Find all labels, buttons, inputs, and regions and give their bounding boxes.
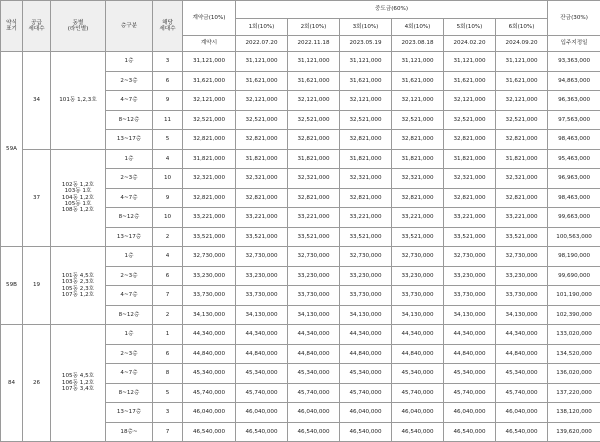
header-installment-label: 4회(10%) (392, 19, 444, 36)
table-row (1, 149, 600, 169)
cell-installment: 33,521,000 (236, 227, 288, 247)
cell-balance: 138,120,000 (548, 403, 600, 423)
cell-installment: 33,521,000 (444, 227, 496, 247)
cell-contract: 32,730,000 (183, 247, 236, 267)
cell-installment: 31,121,000 (444, 52, 496, 72)
cell-installment: 45,740,000 (288, 383, 340, 403)
header-installment-date: 2023.08.18 (392, 36, 444, 52)
cell-installment: 45,740,000 (392, 383, 444, 403)
cell-installment: 32,121,000 (392, 91, 444, 111)
cell-floor: 13~17층 (106, 130, 153, 150)
cell-installment: 44,840,000 (236, 344, 288, 364)
cell-installment: 33,221,000 (444, 208, 496, 228)
cell-installment: 44,340,000 (340, 325, 392, 345)
cell-installment: 31,821,000 (392, 149, 444, 169)
cell-contract: 32,521,000 (183, 110, 236, 130)
cell-installment: 31,821,000 (236, 149, 288, 169)
cell-installment: 33,730,000 (444, 286, 496, 306)
cell-floor: 1층 (106, 325, 153, 345)
cell-contract: 45,740,000 (183, 383, 236, 403)
cell-installment: 31,121,000 (236, 52, 288, 72)
cell-balance: 100,563,000 (548, 227, 600, 247)
cell-units: 6 (153, 71, 183, 91)
cell-installment: 32,521,000 (444, 110, 496, 130)
cell-installment: 46,540,000 (444, 422, 496, 442)
cell-units: 7 (153, 422, 183, 442)
table-row (1, 247, 600, 267)
cell-installment: 32,821,000 (496, 130, 548, 150)
cell-supply: 19 (23, 247, 51, 325)
cell-installment: 32,730,000 (444, 247, 496, 267)
cell-type: 59A (1, 52, 23, 247)
cell-installment: 33,730,000 (340, 286, 392, 306)
cell-installment: 31,121,000 (288, 52, 340, 72)
cell-installment: 31,821,000 (288, 149, 340, 169)
header-floor: 층구분 (106, 1, 153, 52)
cell-installment: 32,121,000 (496, 91, 548, 111)
cell-type: 84 (1, 325, 23, 442)
cell-installment: 34,130,000 (340, 305, 392, 325)
cell-installment: 32,730,000 (496, 247, 548, 267)
cell-floor: 2~3층 (106, 169, 153, 189)
header-installment-label: 2회(10%) (288, 19, 340, 36)
cell-balance: 102,390,000 (548, 305, 600, 325)
cell-installment: 33,221,000 (288, 208, 340, 228)
cell-units: 3 (153, 403, 183, 423)
cell-balance: 97,563,000 (548, 110, 600, 130)
cell-balance: 98,190,000 (548, 247, 600, 267)
cell-units: 5 (153, 130, 183, 150)
cell-balance: 136,020,000 (548, 364, 600, 384)
cell-installment: 33,230,000 (236, 266, 288, 286)
cell-contract: 31,821,000 (183, 149, 236, 169)
cell-installment: 34,130,000 (496, 305, 548, 325)
cell-units: 8 (153, 364, 183, 384)
cell-supply: 34 (23, 52, 51, 150)
cell-floor: 4~7층 (106, 286, 153, 306)
cell-installment: 32,121,000 (340, 91, 392, 111)
cell-installment: 33,221,000 (340, 208, 392, 228)
header-units: 해당 세대수 (153, 1, 183, 52)
cell-installment: 32,121,000 (444, 91, 496, 111)
cell-supply: 37 (23, 149, 51, 247)
cell-installment: 33,230,000 (392, 266, 444, 286)
cell-floor: 2~3층 (106, 71, 153, 91)
cell-units: 9 (153, 188, 183, 208)
cell-installment: 45,740,000 (340, 383, 392, 403)
cell-installment: 31,821,000 (340, 149, 392, 169)
cell-installment: 32,521,000 (392, 110, 444, 130)
cell-installment: 45,340,000 (288, 364, 340, 384)
cell-installment: 46,040,000 (288, 403, 340, 423)
cell-installment: 44,340,000 (392, 325, 444, 345)
cell-installment: 32,730,000 (236, 247, 288, 267)
cell-installment: 31,621,000 (496, 71, 548, 91)
table-row (1, 52, 600, 72)
cell-installment: 32,821,000 (236, 188, 288, 208)
cell-contract: 46,540,000 (183, 422, 236, 442)
cell-installment: 32,321,000 (340, 169, 392, 189)
cell-installment: 44,840,000 (288, 344, 340, 364)
cell-installment: 44,840,000 (496, 344, 548, 364)
header-supply: 공급 세대수 (23, 1, 51, 52)
cell-units: 11 (153, 110, 183, 130)
cell-installment: 32,321,000 (288, 169, 340, 189)
cell-balance: 101,190,000 (548, 286, 600, 306)
cell-installment: 31,121,000 (340, 52, 392, 72)
table-header (1, 1, 600, 52)
cell-units: 6 (153, 266, 183, 286)
cell-installment: 32,821,000 (496, 188, 548, 208)
cell-floor: 8~12층 (106, 110, 153, 130)
cell-installment: 31,621,000 (444, 71, 496, 91)
cell-installment: 32,821,000 (340, 188, 392, 208)
cell-floor: 1층 (106, 247, 153, 267)
cell-units: 9 (153, 91, 183, 111)
header-type: 약식 표기 (1, 1, 23, 52)
cell-installment: 32,321,000 (392, 169, 444, 189)
cell-contract: 33,521,000 (183, 227, 236, 247)
cell-floor: 13~17층 (106, 403, 153, 423)
cell-floor: 4~7층 (106, 188, 153, 208)
cell-installment: 32,121,000 (236, 91, 288, 111)
cell-installment: 46,040,000 (392, 403, 444, 423)
table-body (1, 52, 600, 442)
cell-installment: 34,130,000 (392, 305, 444, 325)
cell-balance: 137,220,000 (548, 383, 600, 403)
cell-units: 6 (153, 344, 183, 364)
cell-installment: 46,540,000 (340, 422, 392, 442)
cell-contract: 31,121,000 (183, 52, 236, 72)
header-installment-date: 2022.11.18 (288, 36, 340, 52)
cell-units: 5 (153, 383, 183, 403)
header-installment-label: 3회(10%) (340, 19, 392, 36)
cell-installment: 46,540,000 (236, 422, 288, 442)
cell-installment: 33,230,000 (288, 266, 340, 286)
cell-installment: 44,340,000 (288, 325, 340, 345)
cell-installment: 44,340,000 (496, 325, 548, 345)
cell-contract: 33,730,000 (183, 286, 236, 306)
cell-installment: 32,821,000 (288, 188, 340, 208)
cell-installment: 33,230,000 (496, 266, 548, 286)
cell-units: 3 (153, 52, 183, 72)
cell-installment: 33,221,000 (496, 208, 548, 228)
cell-installment: 32,821,000 (392, 130, 444, 150)
table-row (1, 325, 600, 345)
cell-supply: 26 (23, 325, 51, 442)
cell-installment: 46,040,000 (444, 403, 496, 423)
cell-installment: 31,621,000 (392, 71, 444, 91)
cell-units: 2 (153, 305, 183, 325)
cell-installment: 32,821,000 (444, 130, 496, 150)
cell-floor: 4~7층 (106, 364, 153, 384)
cell-installment: 45,740,000 (444, 383, 496, 403)
cell-installment: 31,621,000 (340, 71, 392, 91)
cell-installment: 32,730,000 (392, 247, 444, 267)
cell-installment: 44,840,000 (340, 344, 392, 364)
cell-floor: 8~12층 (106, 383, 153, 403)
cell-installment: 46,040,000 (340, 403, 392, 423)
cell-units: 4 (153, 247, 183, 267)
cell-installment: 46,040,000 (496, 403, 548, 423)
cell-installment: 33,730,000 (496, 286, 548, 306)
cell-installment: 32,321,000 (444, 169, 496, 189)
cell-installment: 32,521,000 (496, 110, 548, 130)
cell-balance: 96,363,000 (548, 91, 600, 111)
cell-installment: 31,821,000 (496, 149, 548, 169)
cell-installment: 31,621,000 (236, 71, 288, 91)
cell-installment: 33,221,000 (392, 208, 444, 228)
header-installment-date: 2024.02.20 (444, 36, 496, 52)
cell-contract: 31,621,000 (183, 71, 236, 91)
cell-installment: 32,821,000 (392, 188, 444, 208)
cell-floor: 2~3층 (106, 344, 153, 364)
cell-units: 4 (153, 149, 183, 169)
cell-type: 59B (1, 247, 23, 325)
header-contract: 계약금(10%) (183, 1, 236, 36)
cell-contract: 44,340,000 (183, 325, 236, 345)
cell-installment: 34,130,000 (444, 305, 496, 325)
cell-contract: 44,840,000 (183, 344, 236, 364)
cell-contract: 45,340,000 (183, 364, 236, 384)
cell-installment: 45,340,000 (392, 364, 444, 384)
cell-installment: 32,321,000 (236, 169, 288, 189)
cell-contract: 32,821,000 (183, 130, 236, 150)
cell-installment: 45,740,000 (236, 383, 288, 403)
cell-balance: 133,020,000 (548, 325, 600, 345)
cell-floor: 1층 (106, 149, 153, 169)
header-installment-date: 2024.09.20 (496, 36, 548, 52)
cell-installment: 31,821,000 (444, 149, 496, 169)
cell-installment: 32,521,000 (288, 110, 340, 130)
cell-balance: 99,690,000 (548, 266, 600, 286)
header-balance: 잔금(30%) (548, 1, 600, 36)
header-installment-date: 2023.05.19 (340, 36, 392, 52)
header-balance-sub: 입주지정일 (548, 36, 600, 52)
cell-installment: 45,340,000 (496, 364, 548, 384)
cell-installment: 33,221,000 (236, 208, 288, 228)
header-installment-date: 2022.07.20 (236, 36, 288, 52)
cell-installment: 32,121,000 (288, 91, 340, 111)
cell-floor: 8~12층 (106, 208, 153, 228)
header-dong: 동별 (라인별) (51, 1, 106, 52)
cell-floor: 1층 (106, 52, 153, 72)
cell-balance: 134,520,000 (548, 344, 600, 364)
cell-balance: 96,963,000 (548, 169, 600, 189)
cell-installment: 32,821,000 (288, 130, 340, 150)
cell-dong: 101동 4,5호 103동 2,3호 105동 2,3호 107동 1,2호 (51, 247, 106, 325)
cell-installment: 33,521,000 (496, 227, 548, 247)
cell-installment: 32,521,000 (236, 110, 288, 130)
cell-contract: 33,230,000 (183, 266, 236, 286)
cell-balance: 93,363,000 (548, 52, 600, 72)
cell-installment: 32,730,000 (288, 247, 340, 267)
cell-installment: 33,521,000 (288, 227, 340, 247)
cell-installment: 33,730,000 (236, 286, 288, 306)
cell-balance: 98,463,000 (548, 188, 600, 208)
cell-balance: 98,463,000 (548, 130, 600, 150)
cell-installment: 46,540,000 (392, 422, 444, 442)
cell-installment: 32,521,000 (340, 110, 392, 130)
cell-installment: 44,840,000 (392, 344, 444, 364)
cell-dong: 101동 1,2,3호 (51, 52, 106, 150)
header-installment-label: 6회(10%) (496, 19, 548, 36)
header-installment-label: 5회(10%) (444, 19, 496, 36)
cell-installment: 32,730,000 (340, 247, 392, 267)
cell-installment: 31,621,000 (288, 71, 340, 91)
cell-installment: 45,740,000 (496, 383, 548, 403)
cell-installment: 33,230,000 (340, 266, 392, 286)
cell-contract: 34,130,000 (183, 305, 236, 325)
cell-units: 7 (153, 286, 183, 306)
cell-installment: 45,340,000 (340, 364, 392, 384)
cell-floor: 18층~ (106, 422, 153, 442)
cell-floor: 8~12층 (106, 305, 153, 325)
cell-installment: 33,730,000 (392, 286, 444, 306)
cell-dong: 102동 1,2호 103동 1호 104동 1,2호 105동 1호 108동 1,2호 (51, 149, 106, 247)
cell-installment: 44,840,000 (444, 344, 496, 364)
cell-installment: 32,821,000 (444, 188, 496, 208)
cell-units: 1 (153, 325, 183, 345)
cell-balance: 95,463,000 (548, 149, 600, 169)
cell-installment: 33,521,000 (340, 227, 392, 247)
cell-contract: 32,821,000 (183, 188, 236, 208)
cell-installment: 33,521,000 (392, 227, 444, 247)
cell-dong: 105동 4,5호 106동 1,2호 107동 3,4호 (51, 325, 106, 442)
cell-contract: 32,321,000 (183, 169, 236, 189)
cell-balance: 139,620,000 (548, 422, 600, 442)
cell-installment: 33,730,000 (288, 286, 340, 306)
cell-installment: 34,130,000 (288, 305, 340, 325)
cell-installment: 34,130,000 (236, 305, 288, 325)
cell-contract: 32,121,000 (183, 91, 236, 111)
cell-installment: 31,121,000 (392, 52, 444, 72)
cell-installment: 46,040,000 (236, 403, 288, 423)
cell-installment: 31,121,000 (496, 52, 548, 72)
cell-balance: 99,663,000 (548, 208, 600, 228)
header-contract-sub: 계약시 (183, 36, 236, 52)
cell-units: 2 (153, 227, 183, 247)
cell-installment: 46,540,000 (496, 422, 548, 442)
cell-installment: 32,821,000 (236, 130, 288, 150)
cell-installment: 44,340,000 (236, 325, 288, 345)
cell-installment: 33,230,000 (444, 266, 496, 286)
cell-contract: 46,040,000 (183, 403, 236, 423)
cell-floor: 2~3층 (106, 266, 153, 286)
cell-installment: 32,821,000 (340, 130, 392, 150)
header-middle: 중도금(60%) (236, 1, 548, 19)
cell-installment: 46,540,000 (288, 422, 340, 442)
cell-units: 10 (153, 169, 183, 189)
cell-installment: 32,321,000 (496, 169, 548, 189)
cell-installment: 45,340,000 (444, 364, 496, 384)
cell-balance: 94,863,000 (548, 71, 600, 91)
header-installment-label: 1회(10%) (236, 19, 288, 36)
cell-contract: 33,221,000 (183, 208, 236, 228)
cell-floor: 13~17층 (106, 227, 153, 247)
cell-floor: 4~7층 (106, 91, 153, 111)
cell-units: 10 (153, 208, 183, 228)
cell-installment: 44,340,000 (444, 325, 496, 345)
cell-installment: 45,340,000 (236, 364, 288, 384)
